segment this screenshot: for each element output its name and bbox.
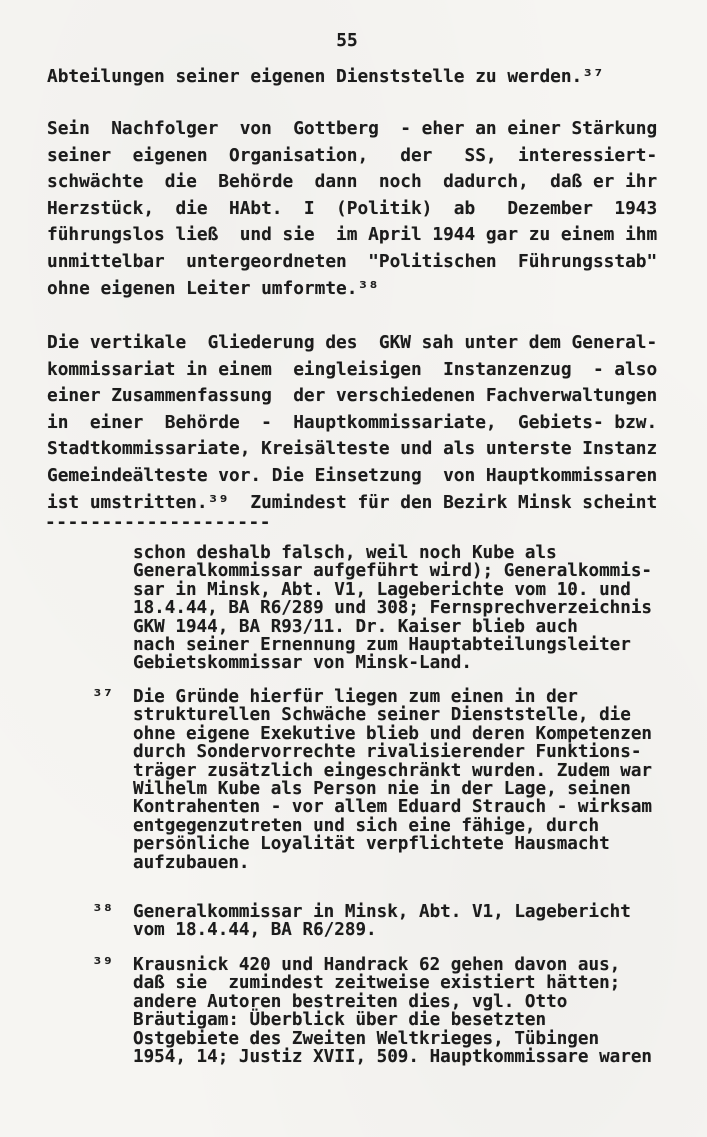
text-line: entgegenzutreten und sich eine fähige, durch <box>133 815 600 836</box>
text-line: in einer Behörde - Hauptkommissariate, Gebiets- bzw. <box>47 411 658 433</box>
text-line: andere Autoren bestreiten dies, vgl. Otto <box>133 991 568 1012</box>
footnote-39 <box>92 956 652 1066</box>
footnote-continuation <box>92 544 652 673</box>
text-line: durch Sondervorrechte rivalisierender Funktions- <box>133 742 642 763</box>
footnote-37-marker: ³⁷ <box>92 687 114 707</box>
text-line: nach seiner Ernennung zum Hauptabteilungsleiter <box>133 635 631 656</box>
text-line: unmittelbar untergeordneten "Politischen Führungsstab" <box>47 250 658 272</box>
text-line: Ostgebiete des Zweiten Weltkrieges, Tübingen <box>133 1028 600 1049</box>
text-line: Die Gründe hierfür liegen zum einen in der <box>133 687 578 707</box>
text-line: seiner eigenen Organisation, der SS, interessiert- <box>47 144 658 166</box>
footnote-37 <box>92 688 652 872</box>
footnote-39-text <box>133 956 652 1066</box>
footnote-39-marker: ³⁹ <box>92 955 114 975</box>
text-line: ist umstritten.³⁹ Zumindest für den Bezirk Minsk scheint <box>47 491 658 513</box>
text-line: Bräutigam: Überblick über die besetzten <box>133 1010 547 1031</box>
text-line: ohne eigene Exekutive blieb und deren Kompetenzen <box>133 723 653 744</box>
text-line: daß sie zumindest zeitweise existiert hätten; <box>133 973 621 994</box>
text-line: 18.4.44, BA R6/289 und 308; Fernsprechverzeichnis <box>133 598 653 619</box>
text-line: sar in Minsk, Abt. V1, Lageberichte vom 10. und <box>133 579 631 600</box>
text-line: ohne eigenen Leiter umformte.³⁸ <box>47 277 379 299</box>
footnote-continuation-text <box>133 544 652 673</box>
body-paragraph-3 <box>47 330 657 516</box>
text-line: kommissariat in einem eingleisigen Instanzenzug - also <box>47 358 658 380</box>
text-line: schwächte die Behörde dann noch dadurch, daß er ihr <box>47 171 658 193</box>
text-line: Generalkommissar aufgeführt wird); Generalkommis- <box>133 561 653 582</box>
page-number: 55 <box>336 30 358 51</box>
footnote-38-text <box>133 903 631 940</box>
text-line: Gebietskommissar von Minsk-Land. <box>133 653 472 674</box>
text-line: vom 18.4.44, BA R6/289. <box>133 920 377 941</box>
body-paragraph-1 <box>47 64 604 91</box>
text-line: GKW 1944, BA R93/11. Dr. Kaiser blieb auch <box>133 616 578 637</box>
text-line: Gemeindeälteste vor. Die Einsetzung von Hauptkommissaren <box>47 464 658 486</box>
text-line: schon deshalb falsch, weil noch Kube als <box>133 543 557 563</box>
text-line: Abteilungen seiner eigenen Dienststelle zu werden.³⁷ <box>47 66 604 87</box>
text-line: Krausnick 420 und Handrack 62 gehen davon aus, <box>133 955 621 975</box>
text-line: einer Zusammenfassung der verschiedenen Fachverwaltungen <box>47 385 658 407</box>
text-line: aufzubauen. <box>133 852 250 873</box>
text-line: 1954, 14; Justiz XVII, 509. Hauptkommissare waren <box>133 1047 653 1068</box>
text-line: Generalkommissar in Minsk, Abt. V1, Lagebericht <box>133 902 631 922</box>
text-line: persönliche Loyalität verpflichtete Hausmacht <box>133 834 610 855</box>
text-line: Kontrahenten - vor allem Eduard Strauch - wirksam <box>133 797 653 818</box>
footnote-separator: -------------------- <box>45 512 272 533</box>
text-line: Sein Nachfolger von Gottberg - eher an einer Stärkung <box>47 118 658 139</box>
text-line: Herzstück, die HAbt. I (Politik) ab Dezember 1943 <box>47 197 658 219</box>
footnote-37-text <box>133 688 652 872</box>
text-line: träger zusätzlich eingeschränkt wurden. Zudem war <box>133 760 653 781</box>
footnote-38-marker: ³⁸ <box>92 902 114 922</box>
footnote-38 <box>92 903 631 940</box>
body-paragraph-2 <box>47 116 657 302</box>
text-line: Wilhelm Kube als Person nie in der Lage, seinen <box>133 779 631 800</box>
text-line: Die vertikale Gliederung des GKW sah unter dem General- <box>47 332 658 353</box>
text-line: Stadtkommissariate, Kreisälteste und als unterste Instanz <box>47 438 658 460</box>
text-line: strukturellen Schwäche seiner Dienststelle, die <box>133 705 631 726</box>
text-line: führungslos ließ und sie im April 1944 gar zu einem ihm <box>47 224 658 246</box>
